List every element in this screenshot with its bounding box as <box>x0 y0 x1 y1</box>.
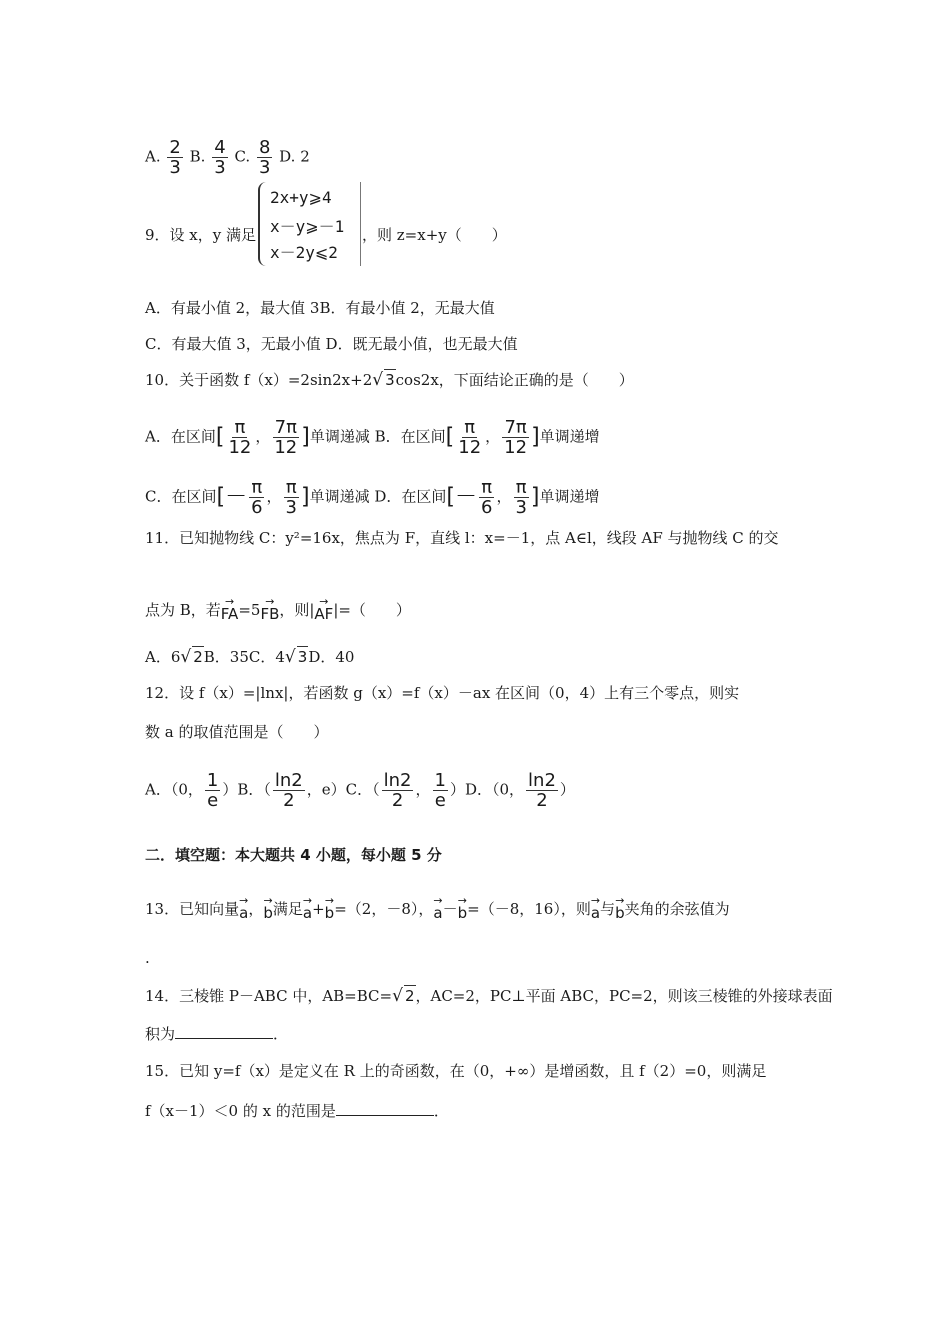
q12-options: A．（0， $\frac{1}{e}$ ）B．（ $\frac{\ln 2}{2}$ ，e）C．（ $\frac{\ln 2}{2}$ ， $\frac{1}{e}$ ）D．（0， $\frac{\ln 2}{2}$ ） <box>145 770 575 811</box>
q13-stem: 13．已知向量 → a ， → b 满足 → a + → b =（2，－8）， → a － → b =（－8，16），则 → a 与 → b 夹角的余弦值为 <box>145 894 730 922</box>
vector-fb: → FB <box>260 595 280 623</box>
q12-line2: 数 a 的取值范围是（ ） <box>145 723 329 741</box>
q14-line2: 积为 ． <box>145 1025 289 1043</box>
q10-options-ab: A．在区间[ $\frac{\pi}{12}$ ， $\frac{7\pi}{12}$ ]单调递减 B．在区间[ $\frac{\pi}{12}$ ， $\frac{7\pi}{12}$ ]单调递增 <box>145 417 600 458</box>
q9-options-ab: A．有最小值 2，最大值 3B．有最小值 2，无最大值 <box>145 299 495 317</box>
answer-blank[interactable] <box>336 1101 434 1116</box>
option-b-label: B. <box>189 147 206 166</box>
q11-line1: 11．已知抛物线 C：y²=16x，焦点为 F，直线 l：x=－1，点 A∈l，线段 AF 与抛物线 C 的交 <box>145 529 779 547</box>
q12-line1: 12．设 f（x）=|lnx|，若函数 g（x）=f（x）－ax 在区间（0，4）上有三个零点，则实 <box>145 684 740 702</box>
inequality-1: 2x+y⩾4 <box>270 188 332 207</box>
inequality-system <box>258 182 361 266</box>
q15-line1: 15．已知 y=f（x）是定义在 R 上的奇函数，在（0，+∞）是增函数，且 f（2）=0，则满足 <box>145 1062 767 1080</box>
q11-options: A．6√ 2B．35C．4√ 3D．40 <box>145 647 355 667</box>
fraction: $\frac{4}{3}$ <box>214 137 226 178</box>
q9-options-cd: C．有最大值 3，无最小值 D．既无最小值，也无最大值 <box>145 335 518 353</box>
option-d-value: 2 <box>300 147 310 166</box>
q13-dot: . <box>145 949 150 967</box>
q10-stem: 10．关于函数 f（x）=2sin2x+2√ 3cos2x，下面结论正确的是（ ） <box>145 370 634 390</box>
q9-stem-prefix: 9．设 x，y 满足 <box>145 226 257 244</box>
sqrt-value: 3 <box>385 371 395 389</box>
vector-fa: → FA <box>220 595 239 623</box>
inequality-2: x－y⩾－1 <box>270 217 345 236</box>
q10-options-cd: C．在区间[－ $\frac{\pi}{6}$ ， $\frac{\pi}{3}$ ]单调递减 D．在区间[－ $\frac{\pi}{6}$ ， $\frac{\pi}{3}$ ]单调递增 <box>145 477 600 518</box>
option-a-label: A. <box>145 147 161 166</box>
option-d-label: D. <box>279 147 296 166</box>
q14-line1: 14．三棱锥 P－ABC 中，AB=BC=√ 2，AC=2，PC⊥平面 ABC，PC=2，则该三棱锥的外接球表面 <box>145 986 833 1006</box>
answer-blank[interactable] <box>175 1024 273 1039</box>
fraction: $\frac{8}{3}$ <box>258 137 271 178</box>
section-title: 二．填空题：本大题共 4 小题，每小题 5 分 <box>145 846 442 864</box>
fraction: $\frac{2}{3}$ <box>169 137 181 178</box>
vector-af: → AF <box>314 595 334 623</box>
q15-line2: f（x－1）＜0 的 x 的范围是 ． <box>145 1102 449 1120</box>
inequality-3: x－2y⩽2 <box>270 243 338 262</box>
q9-stem-suffix: ，则 z=x+y（ ） <box>362 226 507 244</box>
q8-options <box>145 138 310 177</box>
q11-line2: 点为 B，若 → FA =5 → FB ，则| → AF |=（ ） <box>145 595 411 623</box>
option-c-label: C. <box>234 147 251 166</box>
